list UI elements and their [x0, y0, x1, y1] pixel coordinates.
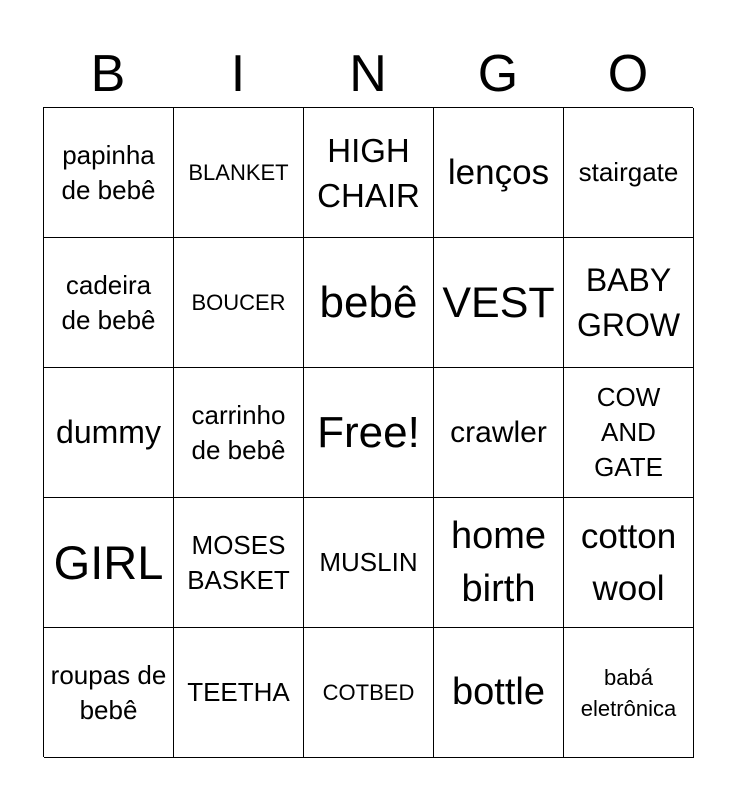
bingo-cell[interactable] — [44, 238, 174, 368]
bingo-cell[interactable] — [304, 238, 434, 368]
bingo-cell[interactable] — [564, 368, 694, 498]
bingo-cell[interactable] — [174, 108, 304, 238]
bingo-cell[interactable] — [564, 498, 694, 628]
bingo-cell[interactable] — [564, 238, 694, 368]
header-letter-i: I — [230, 45, 246, 103]
bingo-cell[interactable] — [434, 368, 564, 498]
cell-text: TEETHA — [187, 677, 290, 707]
bingo-cell[interactable] — [304, 108, 434, 238]
cell-text: bottle — [452, 671, 545, 713]
bingo-cell[interactable] — [304, 498, 434, 628]
cell-text: MOSES BASKET — [187, 529, 290, 595]
bingo-board — [43, 107, 693, 757]
cell-text: Free! — [317, 407, 420, 457]
cell-text: COW AND GATE — [594, 382, 663, 482]
cell-text: cotton wool — [580, 516, 677, 608]
bingo-cell[interactable] — [174, 628, 304, 758]
bingo-cell[interactable] — [434, 238, 564, 368]
bingo-header — [43, 40, 693, 108]
cell-text: papinha de bebê — [61, 139, 156, 205]
bingo-cell[interactable] — [44, 108, 174, 238]
bingo-cell[interactable] — [434, 628, 564, 758]
cell-text: BABY GROW — [576, 261, 681, 343]
cell-text: stairgate — [578, 157, 679, 187]
bingo-cell[interactable] — [44, 628, 174, 758]
header-letter-n: N — [349, 45, 387, 103]
cell-text: crawler — [450, 416, 547, 449]
header-letter-o: O — [607, 45, 649, 103]
bingo-cell[interactable] — [304, 368, 434, 498]
bingo-cell[interactable] — [174, 498, 304, 628]
bingo-cell[interactable] — [174, 238, 304, 368]
cell-text: home birth — [450, 514, 547, 610]
bingo-cell[interactable] — [434, 108, 564, 238]
cell-text: cadeira de bebê — [61, 269, 156, 335]
cell-text: dummy — [56, 414, 161, 450]
cell-text: carrinho de bebê — [191, 399, 286, 465]
cell-text: MUSLIN — [319, 547, 418, 577]
cell-text: HIGH CHAIR — [317, 131, 420, 214]
bingo-cell[interactable] — [304, 628, 434, 758]
cell-text: VEST — [442, 278, 555, 327]
bingo-cell[interactable] — [44, 368, 174, 498]
header-letter-g: G — [477, 45, 519, 103]
header-letter-b: B — [90, 45, 126, 103]
cell-text: roupas de bebê — [50, 659, 167, 725]
cell-text: COTBED — [322, 680, 415, 705]
cell-text: BLANKET — [188, 160, 289, 185]
cell-text: GIRL — [53, 535, 164, 589]
bingo-cell[interactable] — [174, 368, 304, 498]
cell-text: BOUCER — [191, 290, 286, 315]
cell-text: babá eletrônica — [580, 664, 677, 721]
bingo-cell[interactable] — [44, 498, 174, 628]
bingo-cell[interactable] — [564, 108, 694, 238]
bingo-cell[interactable] — [434, 498, 564, 628]
cell-text: lenços — [447, 152, 550, 192]
cell-text: bebê — [319, 277, 418, 327]
bingo-cell[interactable] — [564, 628, 694, 758]
